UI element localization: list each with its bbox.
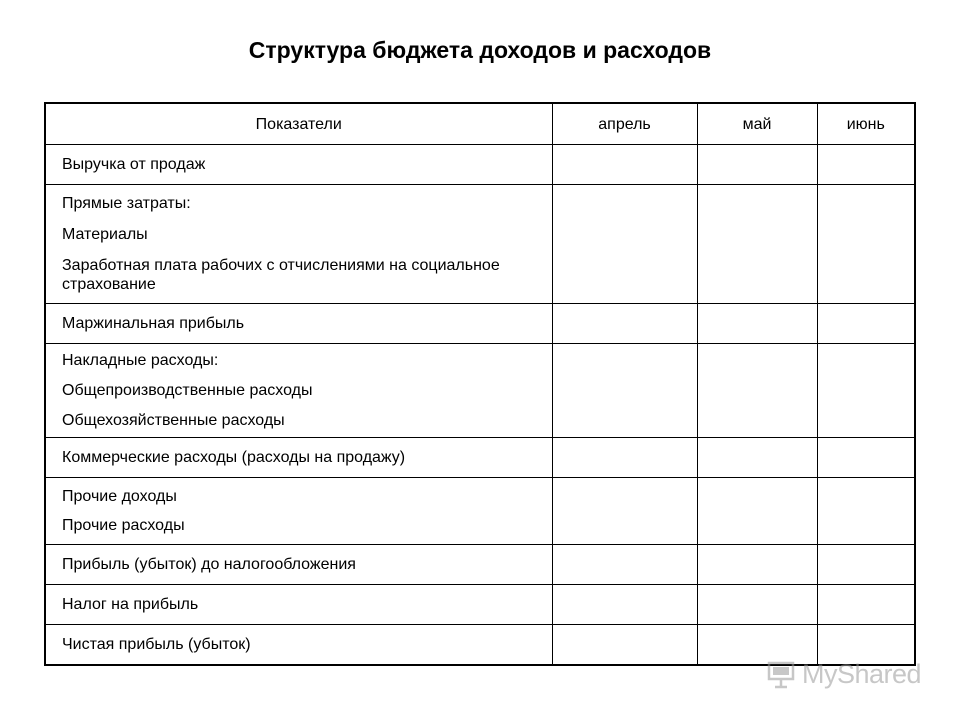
- page-title: Структура бюджета доходов и расходов: [248, 37, 712, 63]
- row-label: Маржинальная прибыль: [62, 315, 245, 332]
- row-sublabel: Общехозяйственные расходы: [62, 412, 285, 429]
- cell-april: [552, 438, 697, 478]
- cell-april: [552, 478, 697, 545]
- row-label: Прямые затраты:: [62, 195, 191, 212]
- watermark-logo: [766, 658, 926, 690]
- cell-april: [552, 545, 697, 585]
- table-row: [45, 545, 915, 585]
- cell-may: [697, 185, 817, 304]
- cell-june: [817, 344, 915, 438]
- cell-april: [552, 304, 697, 344]
- table-row: [45, 304, 915, 344]
- cell-april: [552, 585, 697, 625]
- watermark-text: MyShared: [802, 658, 922, 689]
- row-label-cell: [45, 185, 552, 304]
- row-label-cell: [45, 145, 552, 185]
- cell-june: [817, 478, 915, 545]
- row-label-cell: [45, 625, 552, 666]
- table-row: [45, 344, 915, 438]
- row-label: Налог на прибыль: [62, 596, 199, 613]
- cell-may: [697, 304, 817, 344]
- budget-table: [44, 102, 916, 666]
- row-label-cell: [45, 438, 552, 478]
- cell-april: [552, 625, 697, 666]
- table-row: [45, 145, 915, 185]
- row-label-cell: [45, 344, 552, 438]
- table-header-row: [45, 103, 915, 145]
- cell-june: [817, 545, 915, 585]
- cell-april: [552, 145, 697, 185]
- column-header-may: май: [697, 103, 817, 145]
- row-label: Прочие расходы: [62, 517, 185, 534]
- row-label: Выручка от продаж: [62, 156, 206, 173]
- cell-june: [817, 304, 915, 344]
- cell-june: [817, 438, 915, 478]
- row-sublabel: Заработная плата рабочих с отчислениями на социальное страхование: [62, 257, 500, 293]
- cell-june: [817, 585, 915, 625]
- row-label: Коммерческие расходы (расходы на продажу): [62, 449, 406, 466]
- row-label: Прочие доходы: [62, 488, 177, 505]
- row-sublabel: Материалы: [62, 226, 148, 243]
- row-label-cell: [45, 545, 552, 585]
- row-label-cell: [45, 478, 552, 545]
- cell-may: [697, 545, 817, 585]
- cell-may: [697, 478, 817, 545]
- cell-april: [552, 185, 697, 304]
- row-sublabel: Общепроизводственные расходы: [62, 382, 313, 399]
- cell-april: [552, 344, 697, 438]
- cell-june: [817, 185, 915, 304]
- cell-may: [697, 145, 817, 185]
- cell-may: [697, 585, 817, 625]
- column-header-indicators: Показатели: [45, 103, 552, 145]
- row-label: Накладные расходы:: [62, 352, 219, 369]
- row-label: Прибыль (убыток) до налогообложения: [62, 556, 356, 573]
- column-header-june: июнь: [817, 103, 915, 145]
- row-label-cell: [45, 585, 552, 625]
- cell-june: [817, 145, 915, 185]
- column-header-april: апрель: [552, 103, 697, 145]
- table-row: [45, 478, 915, 545]
- cell-may: [697, 438, 817, 478]
- table-row: [45, 585, 915, 625]
- cell-may: [697, 344, 817, 438]
- presentation-icon: [766, 659, 796, 689]
- table-row: [45, 438, 915, 478]
- row-label: Чистая прибыль (убыток): [62, 636, 251, 653]
- row-label-cell: [45, 304, 552, 344]
- table-row: [45, 185, 915, 304]
